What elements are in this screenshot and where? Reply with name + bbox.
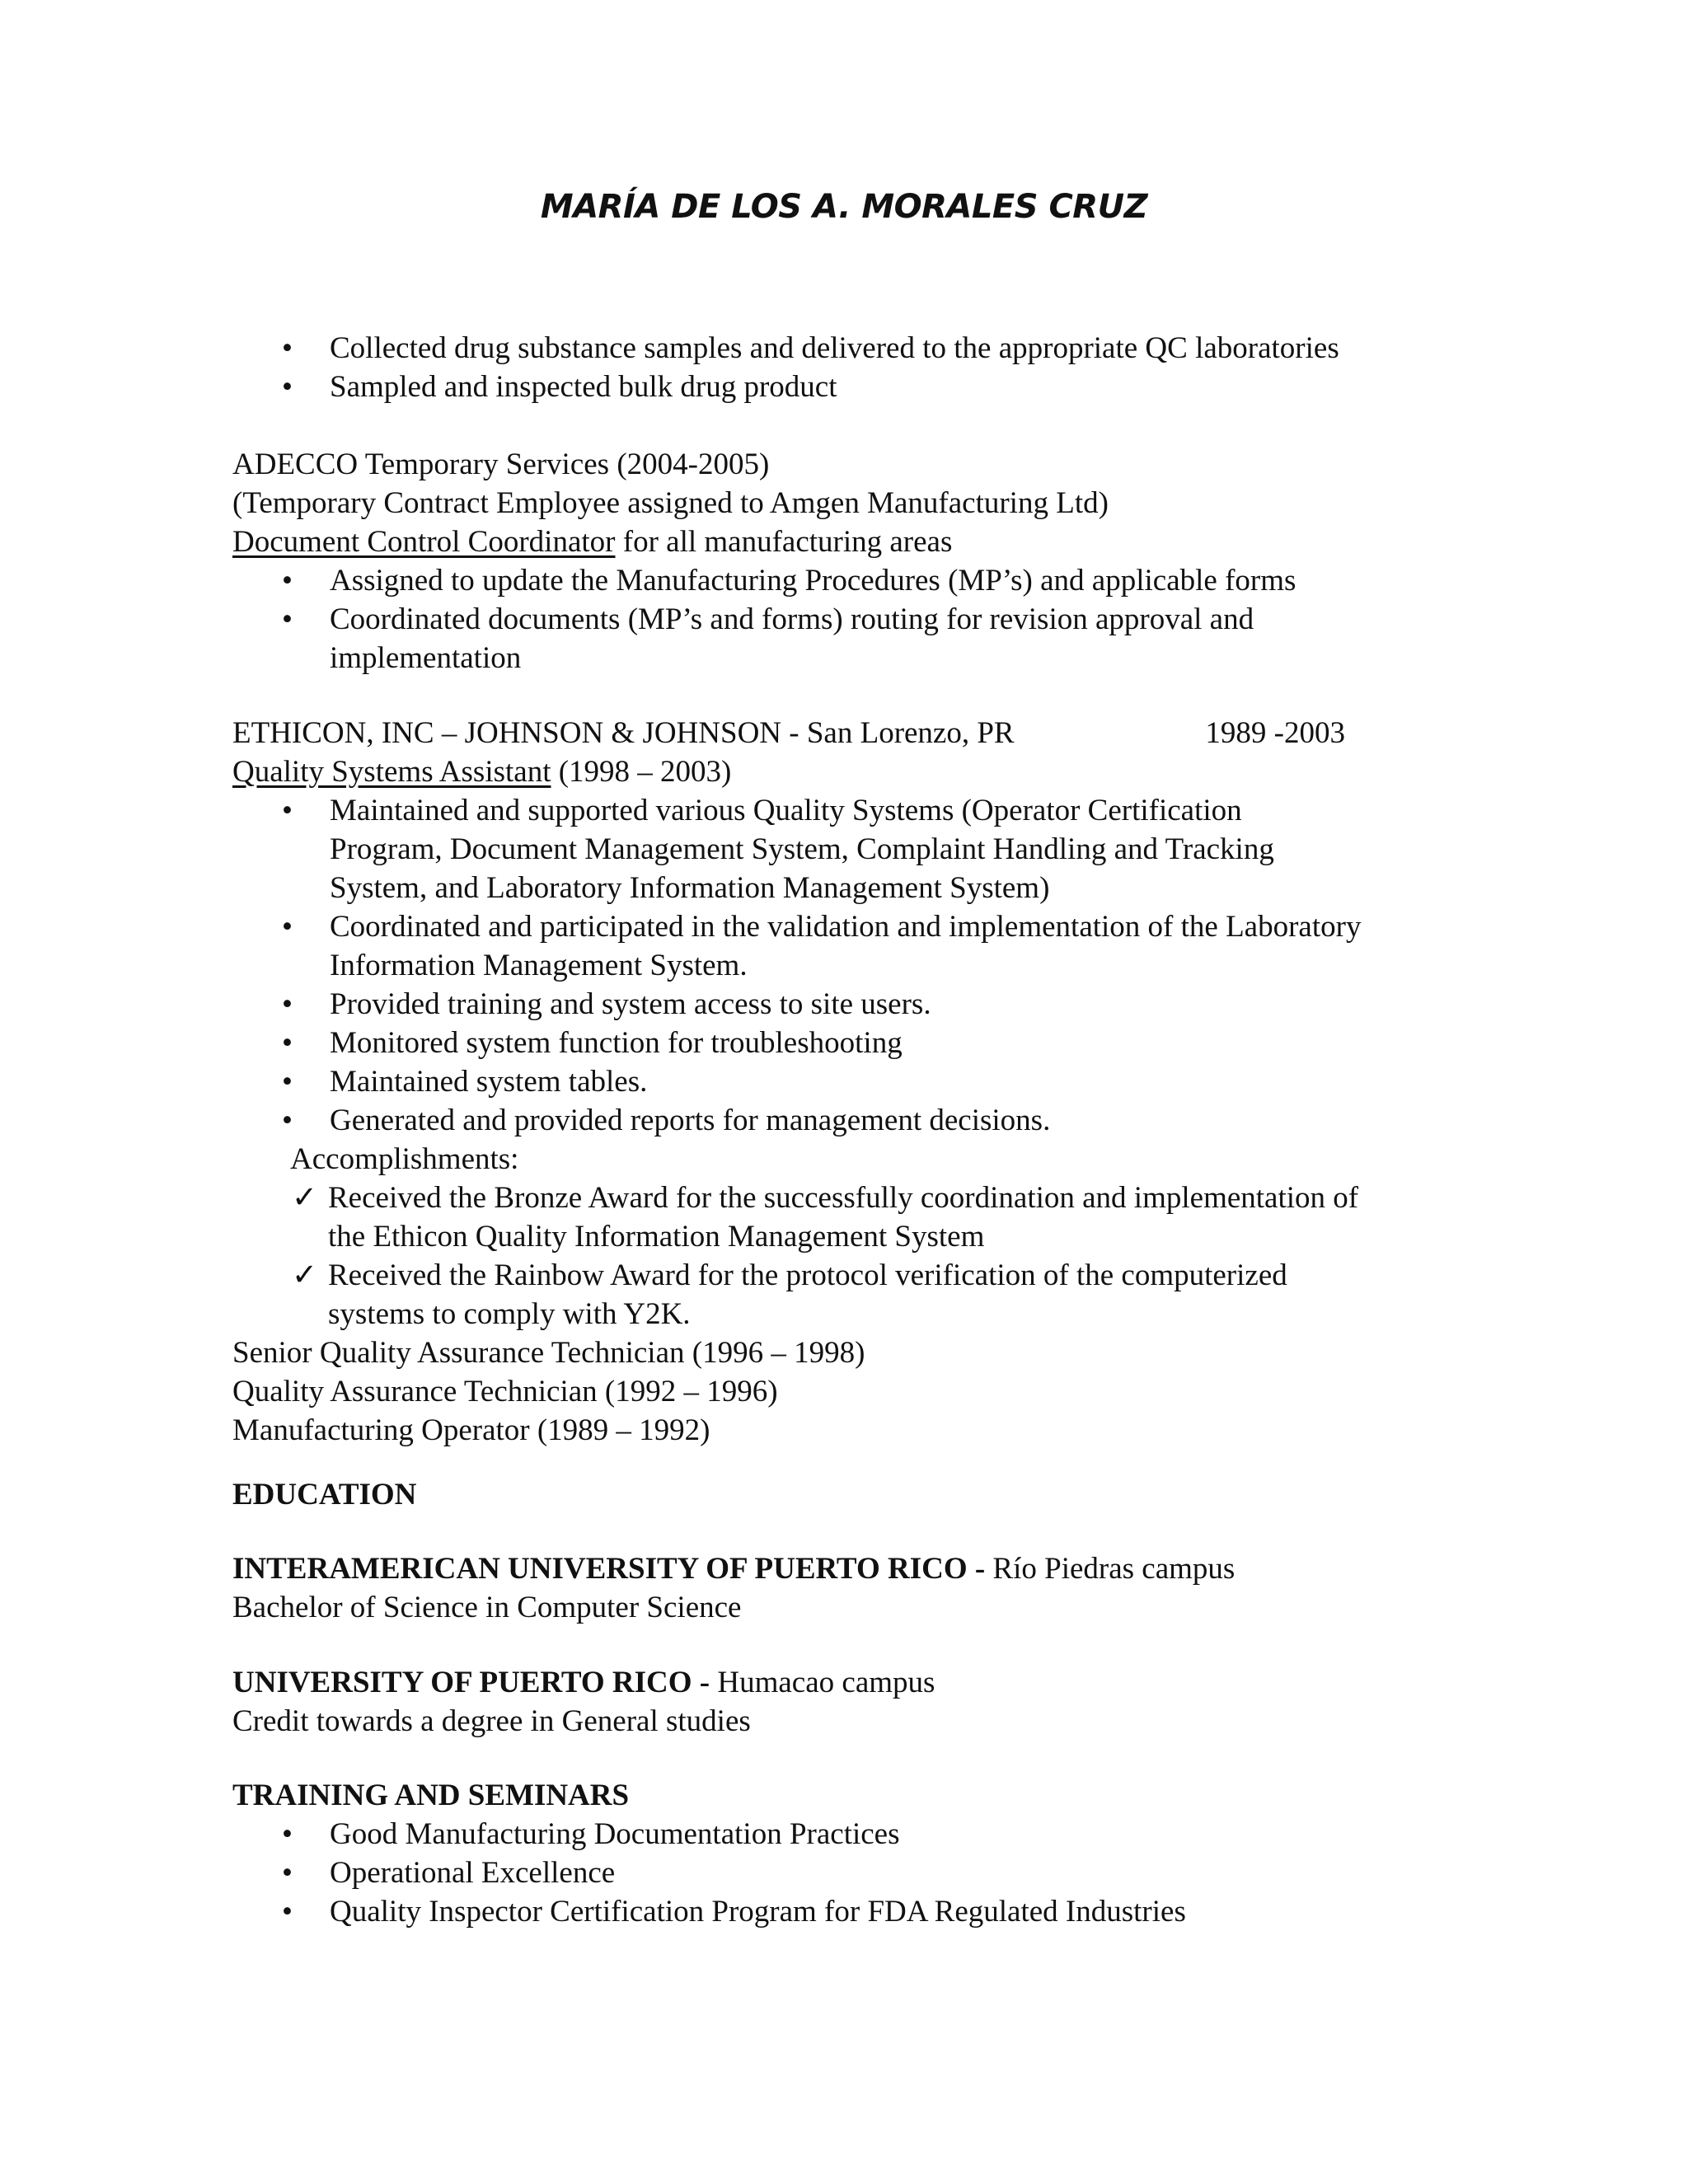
ethicon-bullets xyxy=(232,791,1469,1140)
school-entry xyxy=(232,1549,1469,1627)
school-campus: Río Piedras campus xyxy=(985,1552,1236,1586)
ethicon-section xyxy=(232,714,1469,1450)
list-item: • Maintained system tables. xyxy=(232,1062,1469,1101)
bullet-icon: • xyxy=(282,602,293,636)
list-item: • Maintained and supported various Quality Systems (Operator Certification Program, Document Management System, Complaint Handling and Tracking System, and Laboratory Information Management System) xyxy=(232,791,1302,907)
list-item: • Coordinated and participated in the validation and implementation of the Laboratory Information Management System. xyxy=(232,907,1467,985)
bullet-icon: • xyxy=(282,987,293,1021)
bullet-icon: • xyxy=(282,794,293,827)
candidate-name: MARÍA DE LOS A. MORALES CRUZ xyxy=(540,188,1148,226)
bullet-icon: • xyxy=(282,370,293,404)
list-item: • Monitored system function for troubleshooting xyxy=(232,1024,1469,1062)
school-name-line xyxy=(232,1549,1469,1588)
bullet-icon: • xyxy=(282,1895,293,1929)
list-item: • Operational Excellence xyxy=(232,1854,1469,1892)
list-item: • Generated and provided reports for management decisions. xyxy=(232,1101,1469,1140)
training-section xyxy=(232,1776,1469,1931)
education-section xyxy=(232,1475,1469,1514)
role-title: Document Control Coordinator xyxy=(232,525,616,559)
list-item: • Coordinated documents (MP’s and forms) routing for revision approval and implementation xyxy=(232,600,1302,677)
list-item: • Quality Inspector Certification Program for FDA Regulated Industries xyxy=(232,1892,1469,1931)
bullet-icon: • xyxy=(282,331,293,365)
company-name: ETHICON, INC – JOHNSON & JOHNSON - San Lorenzo, PR xyxy=(232,716,1015,750)
prior-job-section xyxy=(232,329,1469,406)
school-name-line xyxy=(232,1663,1469,1702)
list-item: ✓ Received the Rainbow Award for the protocol verification of the computerized systems to comply with Y2K. xyxy=(232,1256,1350,1333)
bullet-icon: • xyxy=(282,1856,293,1890)
previous-role: Quality Assurance Technician (1992 – 1996) xyxy=(232,1375,778,1408)
previous-role: Senior Quality Assurance Technician (1996 – 1998) xyxy=(232,1336,865,1370)
bullet-icon: • xyxy=(282,1104,293,1137)
check-icon: ✓ xyxy=(292,1181,318,1215)
list-item: • Provided training and system access to site users. xyxy=(232,985,1469,1024)
list-item: ✓ Received the Bronze Award for the successfully coordination and implementation of the Ethicon Quality Information Management System xyxy=(232,1179,1400,1256)
list-item: • Sampled and inspected bulk drug product xyxy=(232,368,1469,406)
list-item: • Assigned to update the Manufacturing Procedures (MP’s) and applicable forms xyxy=(232,561,1469,600)
school-entry xyxy=(232,1663,1469,1741)
prior-job-bullets xyxy=(232,329,1469,406)
school-name: UNIVERSITY OF PUERTO RICO - xyxy=(232,1666,710,1699)
previous-role: Manufacturing Operator (1989 – 1992) xyxy=(232,1413,710,1447)
training-list xyxy=(232,1815,1469,1931)
school-campus: Humacao campus xyxy=(710,1666,935,1699)
job-role: Quality Systems Assistant (1998 – 2003) xyxy=(232,755,732,789)
bullet-icon: • xyxy=(282,564,293,598)
company-header xyxy=(232,714,1345,752)
list-item: • Good Manufacturing Documentation Practices xyxy=(232,1815,1469,1854)
adecco-bullets xyxy=(232,561,1469,677)
employment-dates: 1989 -2003 xyxy=(1205,716,1345,750)
bullet-icon: • xyxy=(282,1065,293,1099)
job-role: Document Control Coordinator for all manufacturing areas xyxy=(232,525,953,559)
bullet-icon: • xyxy=(282,910,293,944)
list-item: • Collected drug substance samples and delivered to the appropriate QC laboratories xyxy=(232,329,1469,368)
school-name: INTERAMERICAN UNIVERSITY OF PUERTO RICO - xyxy=(232,1552,986,1586)
role-title: Quality Systems Assistant xyxy=(232,755,551,789)
education-heading: EDUCATION xyxy=(232,1478,417,1511)
assignment-note: (Temporary Contract Employee assigned to Amgen Manufacturing Ltd) xyxy=(232,486,1109,520)
degree: Credit towards a degree in General studies xyxy=(232,1704,751,1738)
bullet-icon: • xyxy=(282,1817,293,1851)
check-icon: ✓ xyxy=(292,1258,318,1292)
accomplishments-list xyxy=(232,1179,1469,1333)
accomplishments-label: Accomplishments: xyxy=(290,1142,519,1176)
adecco-section xyxy=(232,445,1469,677)
training-heading: TRAINING AND SEMINARS xyxy=(232,1779,630,1812)
company-name: ADECCO Temporary Services (2004-2005) xyxy=(232,448,770,481)
bullet-icon: • xyxy=(282,1026,293,1060)
degree: Bachelor of Science in Computer Science xyxy=(232,1591,742,1624)
